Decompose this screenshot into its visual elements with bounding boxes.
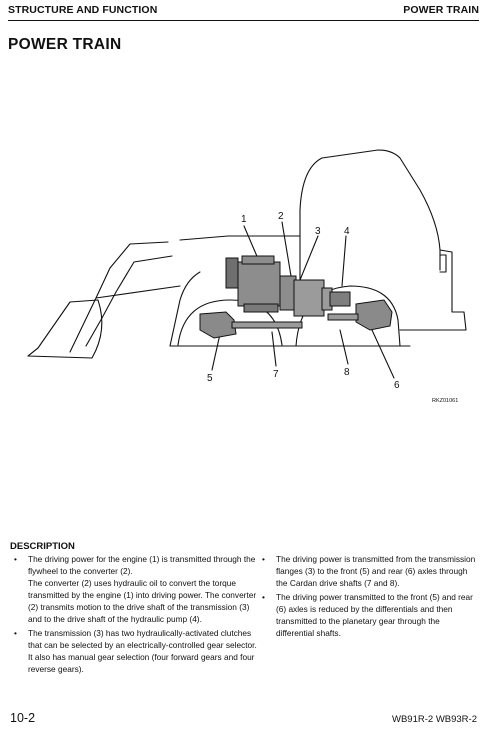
page-header xyxy=(8,4,479,18)
cab-lamp xyxy=(440,255,446,272)
leader-3 xyxy=(300,236,318,280)
bullet-paragraph: The converter (2) uses hydraulic oil to convert the torque transmitted by the engine (1) into driving power. The converter (2) transmits motion to the drive shaft of the transmission (3) and to the drive shaft of the hydraulic pump (4). xyxy=(28,578,257,624)
figure-code: RKZ01061 xyxy=(432,398,459,404)
header-topic: POWER TRAIN xyxy=(403,4,479,16)
bullet-paragraph: The driving power for the engine (1) is transmitted through the flywheel to the converter (2). xyxy=(28,554,256,576)
bullet-mark: • xyxy=(14,628,17,638)
engine-block xyxy=(238,262,280,306)
description-bullet xyxy=(10,553,258,625)
body-lower xyxy=(170,272,200,346)
engine-front xyxy=(226,258,238,288)
leader-7 xyxy=(272,332,276,366)
page-number: 10-2 xyxy=(10,711,36,725)
description-column-right xyxy=(258,553,476,641)
transmission xyxy=(294,280,324,316)
description-bullet xyxy=(258,591,476,639)
engine-sump xyxy=(244,304,278,312)
leader-2 xyxy=(282,222,292,282)
power-train-diagram xyxy=(0,140,487,430)
leader-8 xyxy=(340,330,348,364)
callout-8: 8 xyxy=(344,367,350,378)
bullet-paragraph: The driving power transmitted to the front (5) and rear (6) axles is reduced by the differentials and then transmitted to the planetary gear through the differential shafts. xyxy=(276,592,473,638)
callout-2: 2 xyxy=(278,211,284,222)
callout-7: 7 xyxy=(273,369,279,380)
leader-5 xyxy=(212,334,220,370)
engine-head xyxy=(242,256,274,264)
leader-6 xyxy=(372,330,394,378)
description-heading: DESCRIPTION xyxy=(10,541,75,552)
rear-axle xyxy=(356,300,392,330)
callout-3: 3 xyxy=(315,226,321,237)
loader-link xyxy=(96,286,180,298)
description-bullet xyxy=(258,553,476,589)
description-bullet xyxy=(10,627,258,675)
hydraulic-pump xyxy=(330,292,350,306)
front-drive-shaft xyxy=(232,322,302,328)
header-section: STRUCTURE AND FUNCTION xyxy=(8,4,158,16)
front-axle xyxy=(200,312,236,338)
leader-4 xyxy=(342,236,346,286)
bullet-paragraph: The transmission (3) has two hydraulically-activated clutches that can be selected by an electrically-controlled gear selector. It also has manual gear selection (four forward gears and four reverse gears). xyxy=(28,628,257,674)
page-title: POWER TRAIN xyxy=(8,36,122,53)
bullet-paragraph: The driving power is transmitted from the transmission flanges (3) to the front (5) and rear (6) axles through the Cardan drive shafts (7 and 8). xyxy=(276,554,476,588)
model-label: WB91R-2 WB93R-2 xyxy=(392,714,477,725)
bullet-mark: • xyxy=(262,554,265,564)
header-rule xyxy=(8,20,479,21)
callout-6: 6 xyxy=(394,380,400,391)
callout-5: 5 xyxy=(207,373,213,384)
callout-4: 4 xyxy=(344,226,350,237)
rear-drive-shaft xyxy=(328,314,358,320)
bucket-edge xyxy=(28,348,38,356)
description-column-left xyxy=(10,553,258,677)
bullet-mark: • xyxy=(14,554,17,564)
bullet-mark: • xyxy=(262,592,265,602)
hood-outline xyxy=(180,236,300,240)
callout-1: 1 xyxy=(241,214,247,225)
